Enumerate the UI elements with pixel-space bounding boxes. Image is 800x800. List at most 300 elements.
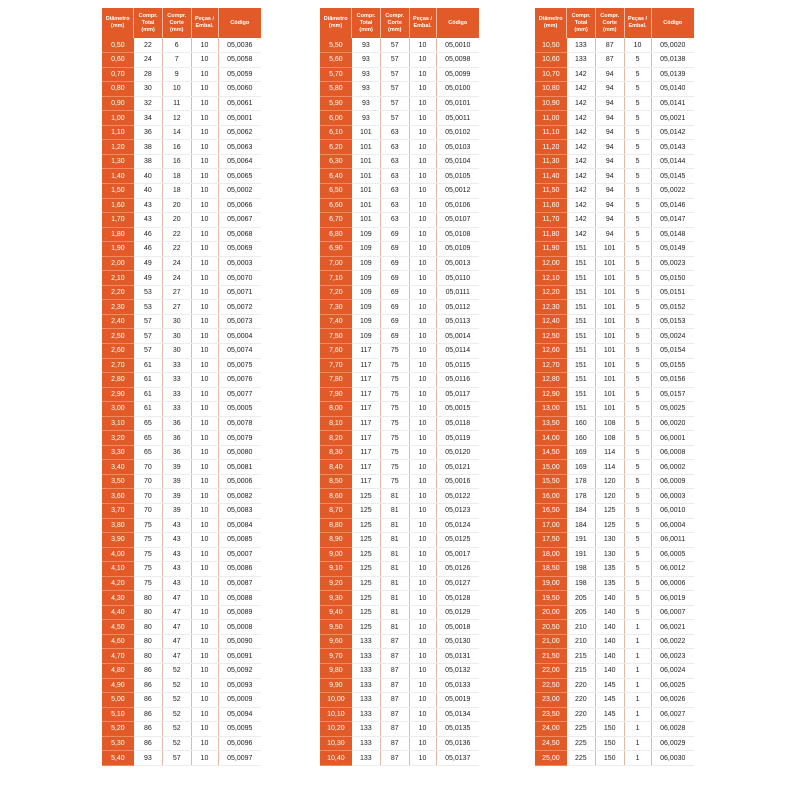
cell-cut-length: 81 <box>380 620 409 635</box>
table-row <box>320 649 479 664</box>
cell-code: 05,0077 <box>218 387 261 402</box>
cell-code: 05,0112 <box>436 300 479 315</box>
cell-cut-length: 16 <box>162 154 191 169</box>
table-row <box>102 576 261 591</box>
cell-total-length: 151 <box>567 387 596 402</box>
table-row <box>535 285 694 300</box>
table-row <box>320 38 479 53</box>
cell-total-length: 191 <box>567 533 596 548</box>
table-row <box>102 634 261 649</box>
cell-diameter: 6,70 <box>320 213 352 228</box>
cell-diameter: 12,40 <box>535 314 567 329</box>
cell-diameter: 5,90 <box>320 96 352 111</box>
cell-cut-length: 140 <box>595 620 624 635</box>
cell-cut-length: 57 <box>380 67 409 82</box>
table-row <box>535 664 694 679</box>
cell-code: 05,0014 <box>436 329 479 344</box>
cell-cut-length: 52 <box>162 722 191 737</box>
cell-cut-length: 87 <box>380 678 409 693</box>
cell-cut-length: 130 <box>595 533 624 548</box>
header-diameter: Diâmetro (mm) <box>102 8 134 38</box>
cell-total-length: 75 <box>134 533 163 548</box>
cell-total-length: 61 <box>134 387 163 402</box>
cell-code: 05,0004 <box>218 329 261 344</box>
table-row <box>320 562 479 577</box>
table-row <box>102 518 261 533</box>
cell-pieces: 10 <box>191 82 218 97</box>
cell-total-length: 178 <box>567 474 596 489</box>
table-row <box>320 198 479 213</box>
cell-diameter: 1,40 <box>102 169 134 184</box>
cell-total-length: 101 <box>352 140 381 155</box>
cell-pieces: 5 <box>624 213 651 228</box>
cell-cut-length: 16 <box>162 140 191 155</box>
cell-total-length: 57 <box>134 329 163 344</box>
cell-code: 06,0008 <box>651 445 694 460</box>
cell-diameter: 10,70 <box>535 67 567 82</box>
header-cut-length: Compr. Corte (mm) <box>595 8 624 38</box>
cell-diameter: 12,30 <box>535 300 567 315</box>
cell-total-length: 46 <box>134 242 163 257</box>
cell-code: 05,0078 <box>218 416 261 431</box>
cell-pieces: 10 <box>191 358 218 373</box>
table-header-row <box>102 8 261 38</box>
cell-code: 05,0148 <box>651 227 694 242</box>
cell-total-length: 86 <box>134 693 163 708</box>
cell-cut-length: 39 <box>162 474 191 489</box>
table-row <box>320 154 479 169</box>
cell-code: 05,0002 <box>218 183 261 198</box>
cell-cut-length: 69 <box>380 314 409 329</box>
cell-cut-length: 69 <box>380 285 409 300</box>
table-row <box>320 474 479 489</box>
table-row <box>535 474 694 489</box>
cell-total-length: 160 <box>567 416 596 431</box>
cell-pieces: 1 <box>624 634 651 649</box>
table-row <box>535 169 694 184</box>
cell-diameter: 3,30 <box>102 445 134 460</box>
table-row <box>102 242 261 257</box>
cell-code: 05,0126 <box>436 562 479 577</box>
cell-diameter: 19,00 <box>535 576 567 591</box>
cell-total-length: 117 <box>352 387 381 402</box>
cell-pieces: 10 <box>191 504 218 519</box>
table-row <box>535 576 694 591</box>
cell-total-length: 101 <box>352 169 381 184</box>
cell-pieces: 10 <box>409 387 436 402</box>
cell-code: 05,0089 <box>218 605 261 620</box>
cell-cut-length: 94 <box>595 213 624 228</box>
cell-pieces: 5 <box>624 300 651 315</box>
table-row <box>102 751 261 766</box>
table-row <box>102 154 261 169</box>
cell-cut-length: 63 <box>380 169 409 184</box>
cell-cut-length: 39 <box>162 489 191 504</box>
table-row <box>535 53 694 68</box>
cell-cut-length: 52 <box>162 693 191 708</box>
cell-code: 05,0146 <box>651 198 694 213</box>
cell-pieces: 10 <box>409 402 436 417</box>
cell-code: 05,0120 <box>436 445 479 460</box>
table-row <box>320 183 479 198</box>
cell-cut-length: 94 <box>595 183 624 198</box>
cell-cut-length: 87 <box>380 722 409 737</box>
cell-diameter: 1,60 <box>102 198 134 213</box>
table-row <box>535 140 694 155</box>
cell-pieces: 5 <box>624 67 651 82</box>
cell-cut-length: 69 <box>380 227 409 242</box>
cell-diameter: 10,00 <box>320 693 352 708</box>
cell-cut-length: 94 <box>595 154 624 169</box>
cell-total-length: 191 <box>567 547 596 562</box>
cell-diameter: 8,40 <box>320 460 352 475</box>
cell-cut-length: 22 <box>162 227 191 242</box>
table-row <box>102 373 261 388</box>
cell-total-length: 80 <box>134 591 163 606</box>
table-row <box>535 343 694 358</box>
cell-cut-length: 14 <box>162 125 191 140</box>
cell-cut-length: 12 <box>162 111 191 126</box>
cell-total-length: 28 <box>134 67 163 82</box>
cell-diameter: 8,80 <box>320 518 352 533</box>
cell-diameter: 12,80 <box>535 373 567 388</box>
header-code: Código <box>436 8 479 38</box>
table-row <box>320 620 479 635</box>
cell-code: 06,0023 <box>651 649 694 664</box>
cell-code: 05,0085 <box>218 533 261 548</box>
cell-pieces: 10 <box>191 213 218 228</box>
cell-pieces: 5 <box>624 416 651 431</box>
cell-cut-length: 120 <box>595 474 624 489</box>
cell-pieces: 10 <box>191 474 218 489</box>
cell-pieces: 10 <box>624 38 651 53</box>
table-row <box>320 343 479 358</box>
cell-diameter: 10,60 <box>535 53 567 68</box>
cell-pieces: 10 <box>191 489 218 504</box>
table-row <box>535 634 694 649</box>
table-row <box>535 358 694 373</box>
cell-diameter: 14,50 <box>535 445 567 460</box>
table-row <box>320 67 479 82</box>
cell-cut-length: 140 <box>595 634 624 649</box>
table-row <box>320 96 479 111</box>
cell-cut-length: 101 <box>595 285 624 300</box>
cell-diameter: 17,50 <box>535 533 567 548</box>
cell-diameter: 16,00 <box>535 489 567 504</box>
cell-code: 06,0022 <box>651 634 694 649</box>
table-row <box>320 736 479 751</box>
cell-total-length: 93 <box>352 67 381 82</box>
cell-code: 06,0025 <box>651 678 694 693</box>
cell-pieces: 10 <box>409 431 436 446</box>
cell-diameter: 3,80 <box>102 518 134 533</box>
cell-cut-length: 75 <box>380 416 409 431</box>
cell-total-length: 65 <box>134 445 163 460</box>
cell-code: 05,0036 <box>218 38 261 53</box>
cell-total-length: 75 <box>134 562 163 577</box>
cell-code: 05,0150 <box>651 271 694 286</box>
cell-pieces: 5 <box>624 402 651 417</box>
cell-total-length: 38 <box>134 154 163 169</box>
cell-code: 05,0137 <box>436 751 479 766</box>
cell-pieces: 10 <box>409 664 436 679</box>
cell-diameter: 10,50 <box>535 38 567 53</box>
cell-cut-length: 81 <box>380 533 409 548</box>
cell-code: 06,0028 <box>651 722 694 737</box>
cell-cut-length: 101 <box>595 358 624 373</box>
cell-cut-length: 75 <box>380 402 409 417</box>
cell-pieces: 10 <box>409 634 436 649</box>
cell-diameter: 13,00 <box>535 402 567 417</box>
cell-code: 06,0011 <box>651 533 694 548</box>
table-row <box>102 82 261 97</box>
cell-cut-length: 75 <box>380 445 409 460</box>
cell-pieces: 10 <box>191 634 218 649</box>
cell-cut-length: 87 <box>380 634 409 649</box>
cell-cut-length: 43 <box>162 562 191 577</box>
table-row <box>320 576 479 591</box>
cell-pieces: 5 <box>624 518 651 533</box>
cell-total-length: 142 <box>567 140 596 155</box>
cell-diameter: 1,20 <box>102 140 134 155</box>
cell-code: 05,0121 <box>436 460 479 475</box>
cell-diameter: 25,00 <box>535 751 567 766</box>
cell-total-length: 142 <box>567 96 596 111</box>
cell-pieces: 10 <box>409 198 436 213</box>
cell-code: 05,0144 <box>651 154 694 169</box>
cell-total-length: 151 <box>567 242 596 257</box>
cell-total-length: 93 <box>352 111 381 126</box>
cell-cut-length: 69 <box>380 256 409 271</box>
cell-cut-length: 36 <box>162 431 191 446</box>
table-row <box>102 183 261 198</box>
header-total-length: Compr. Total (mm) <box>352 8 381 38</box>
cell-code: 05,0003 <box>218 256 261 271</box>
header-code: Código <box>218 8 261 38</box>
cell-pieces: 10 <box>191 343 218 358</box>
table-row <box>535 38 694 53</box>
cell-cut-length: 24 <box>162 271 191 286</box>
cell-cut-length: 125 <box>595 504 624 519</box>
cell-cut-length: 94 <box>595 169 624 184</box>
cell-pieces: 5 <box>624 314 651 329</box>
table-row <box>102 722 261 737</box>
table-row <box>102 562 261 577</box>
cell-pieces: 10 <box>409 53 436 68</box>
table-row <box>320 227 479 242</box>
cell-code: 05,0071 <box>218 285 261 300</box>
cell-pieces: 1 <box>624 649 651 664</box>
cell-total-length: 142 <box>567 183 596 198</box>
cell-total-length: 75 <box>134 518 163 533</box>
cell-diameter: 6,30 <box>320 154 352 169</box>
cell-total-length: 109 <box>352 285 381 300</box>
cell-code: 05,0113 <box>436 314 479 329</box>
cell-total-length: 133 <box>352 664 381 679</box>
cell-diameter: 3,90 <box>102 533 134 548</box>
cell-pieces: 10 <box>191 605 218 620</box>
cell-code: 05,0068 <box>218 227 261 242</box>
cell-code: 05,0020 <box>651 38 694 53</box>
table-row <box>320 634 479 649</box>
cell-cut-length: 47 <box>162 634 191 649</box>
cell-total-length: 151 <box>567 300 596 315</box>
table-row <box>320 82 479 97</box>
cell-code: 05,0129 <box>436 605 479 620</box>
cell-diameter: 0,80 <box>102 82 134 97</box>
cell-diameter: 4,60 <box>102 634 134 649</box>
cell-code: 05,0069 <box>218 242 261 257</box>
cell-total-length: 65 <box>134 431 163 446</box>
cell-code: 06,0027 <box>651 707 694 722</box>
cell-total-length: 142 <box>567 111 596 126</box>
cell-cut-length: 140 <box>595 605 624 620</box>
cell-diameter: 7,70 <box>320 358 352 373</box>
cell-code: 05,0096 <box>218 736 261 751</box>
cell-code: 05,0017 <box>436 547 479 562</box>
cell-code: 06,0001 <box>651 431 694 446</box>
table-row <box>102 314 261 329</box>
table-row <box>535 198 694 213</box>
cell-diameter: 8,10 <box>320 416 352 431</box>
table-row <box>102 416 261 431</box>
table-row <box>102 533 261 548</box>
cell-cut-length: 94 <box>595 67 624 82</box>
cell-cut-length: 135 <box>595 562 624 577</box>
cell-pieces: 10 <box>409 751 436 766</box>
cell-diameter: 7,00 <box>320 256 352 271</box>
cell-code: 05,0149 <box>651 242 694 257</box>
cell-code: 05,0076 <box>218 373 261 388</box>
cell-total-length: 151 <box>567 358 596 373</box>
table-row <box>320 402 479 417</box>
cell-cut-length: 87 <box>380 693 409 708</box>
cell-cut-length: 47 <box>162 605 191 620</box>
table-row <box>102 227 261 242</box>
table-row <box>535 431 694 446</box>
cell-code: 05,0015 <box>436 402 479 417</box>
cell-cut-length: 43 <box>162 518 191 533</box>
cell-pieces: 5 <box>624 198 651 213</box>
cell-cut-length: 20 <box>162 213 191 228</box>
cell-cut-length: 18 <box>162 169 191 184</box>
cell-code: 06,0024 <box>651 664 694 679</box>
cell-diameter: 4,20 <box>102 576 134 591</box>
cell-pieces: 10 <box>409 474 436 489</box>
spec-table-panel-3 <box>535 8 694 766</box>
cell-total-length: 151 <box>567 285 596 300</box>
cell-diameter: 7,40 <box>320 314 352 329</box>
table-row <box>102 489 261 504</box>
spec-table <box>535 8 694 766</box>
cell-total-length: 125 <box>352 620 381 635</box>
table-row <box>320 387 479 402</box>
cell-cut-length: 63 <box>380 125 409 140</box>
cell-cut-length: 52 <box>162 678 191 693</box>
cell-total-length: 133 <box>352 722 381 737</box>
cell-code: 05,0058 <box>218 53 261 68</box>
table-row <box>535 82 694 97</box>
cell-diameter: 1,30 <box>102 154 134 169</box>
cell-total-length: 220 <box>567 693 596 708</box>
table-row <box>535 271 694 286</box>
cell-diameter: 9,60 <box>320 634 352 649</box>
cell-total-length: 215 <box>567 649 596 664</box>
table-row <box>535 67 694 82</box>
cell-diameter: 12,60 <box>535 343 567 358</box>
cell-pieces: 10 <box>409 125 436 140</box>
cell-diameter: 8,50 <box>320 474 352 489</box>
cell-cut-length: 63 <box>380 198 409 213</box>
cell-diameter: 12,20 <box>535 285 567 300</box>
cell-pieces: 5 <box>624 140 651 155</box>
table-row <box>535 445 694 460</box>
cell-code: 05,0122 <box>436 489 479 504</box>
cell-diameter: 18,00 <box>535 547 567 562</box>
header-pieces-per-pack: Peças / Embal. <box>624 8 651 38</box>
cell-pieces: 5 <box>624 474 651 489</box>
cell-cut-length: 101 <box>595 373 624 388</box>
cell-code: 05,0018 <box>436 620 479 635</box>
cell-code: 05,0059 <box>218 67 261 82</box>
cell-pieces: 10 <box>191 373 218 388</box>
cell-code: 05,0025 <box>651 402 694 417</box>
cell-pieces: 10 <box>409 504 436 519</box>
cell-diameter: 21,00 <box>535 634 567 649</box>
cell-diameter: 5,10 <box>102 707 134 722</box>
table-row <box>320 664 479 679</box>
table-row <box>535 562 694 577</box>
cell-pieces: 10 <box>409 678 436 693</box>
cell-total-length: 70 <box>134 504 163 519</box>
cell-diameter: 3,60 <box>102 489 134 504</box>
cell-diameter: 7,50 <box>320 329 352 344</box>
cell-total-length: 109 <box>352 271 381 286</box>
cell-total-length: 93 <box>352 53 381 68</box>
cell-code: 05,0105 <box>436 169 479 184</box>
cell-pieces: 10 <box>191 576 218 591</box>
cell-total-length: 43 <box>134 198 163 213</box>
header-diameter: Diâmetro (mm) <box>320 8 352 38</box>
cell-diameter: 2,50 <box>102 329 134 344</box>
cell-pieces: 5 <box>624 445 651 460</box>
cell-pieces: 10 <box>409 707 436 722</box>
cell-diameter: 8,60 <box>320 489 352 504</box>
cell-pieces: 10 <box>191 53 218 68</box>
header-total-length: Compr. Total (mm) <box>567 8 596 38</box>
table-row <box>535 329 694 344</box>
cell-diameter: 11,00 <box>535 111 567 126</box>
cell-cut-length: 24 <box>162 256 191 271</box>
cell-code: 05,0073 <box>218 314 261 329</box>
cell-cut-length: 27 <box>162 285 191 300</box>
cell-code: 06,0030 <box>651 751 694 766</box>
cell-cut-length: 75 <box>380 373 409 388</box>
cell-cut-length: 47 <box>162 591 191 606</box>
cell-code: 05,0013 <box>436 256 479 271</box>
cell-code: 05,0154 <box>651 343 694 358</box>
header-cut-length: Compr. Corte (mm) <box>162 8 191 38</box>
table-row <box>102 547 261 562</box>
cell-code: 05,0094 <box>218 707 261 722</box>
cell-total-length: 210 <box>567 634 596 649</box>
cell-cut-length: 81 <box>380 576 409 591</box>
cell-pieces: 10 <box>409 82 436 97</box>
cell-code: 05,0023 <box>651 256 694 271</box>
table-row <box>320 271 479 286</box>
cell-code: 05,0010 <box>436 38 479 53</box>
cell-diameter: 2,10 <box>102 271 134 286</box>
